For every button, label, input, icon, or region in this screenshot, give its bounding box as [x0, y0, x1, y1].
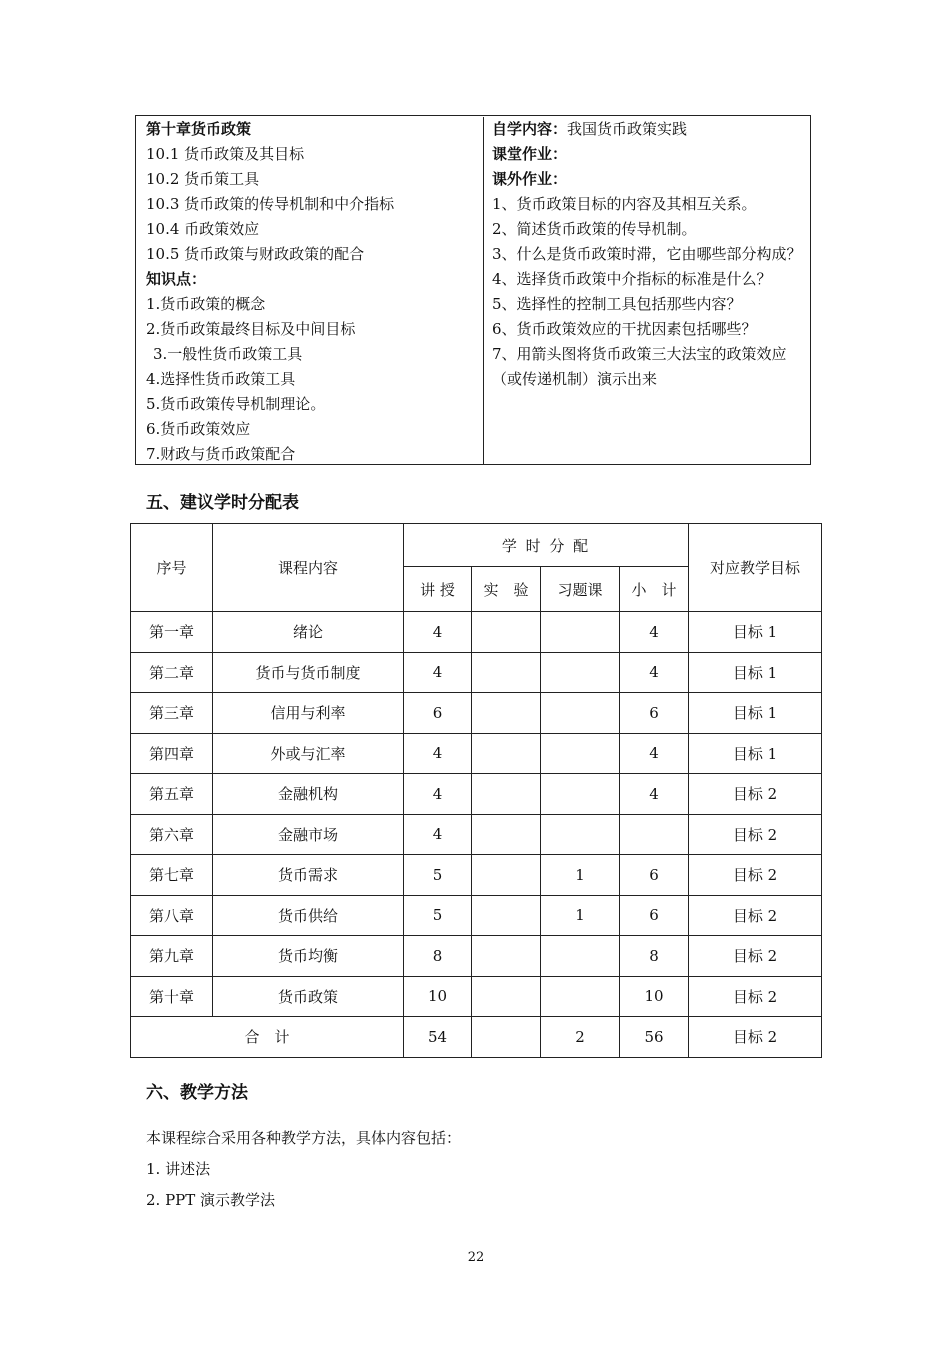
cell-seq: 第二章: [131, 652, 213, 693]
cell-lecture: 5: [404, 895, 472, 936]
cell-content: 金融市场: [213, 814, 404, 855]
cell-lecture: 4: [404, 612, 472, 653]
total-lecture: 54: [404, 1017, 472, 1058]
cell-subtotal: 6: [620, 895, 689, 936]
cell-goal: 目标 1: [689, 733, 822, 774]
cell-goal: 目标 2: [689, 895, 822, 936]
cell-subtotal: 6: [620, 693, 689, 734]
cell-lecture: 4: [404, 733, 472, 774]
cell-exercise: [541, 612, 620, 653]
cell-lab: [472, 855, 541, 896]
table-row: [131, 774, 822, 815]
table-row: [131, 814, 822, 855]
table-row: [131, 895, 822, 936]
table-header-row: [131, 524, 822, 567]
knowledge-point: 5.货币政策传导机制理论。: [146, 395, 326, 413]
homework-label: 课外作业：: [492, 170, 568, 188]
cell-exercise: [541, 774, 620, 815]
table-row: [131, 855, 822, 896]
cell-lab: [472, 774, 541, 815]
cell-exercise: [541, 936, 620, 977]
cell-content: 货币均衡: [213, 936, 404, 977]
cell-seq: 第十章: [131, 976, 213, 1017]
cell-goal: 目标 1: [689, 612, 822, 653]
cell-goal: 目标 1: [689, 693, 822, 734]
header-content: 课程内容: [213, 524, 404, 612]
method-item: 2. PPT 演示教学法: [146, 1191, 276, 1209]
cell-exercise: [541, 693, 620, 734]
cell-lecture: 4: [404, 814, 472, 855]
cell-exercise: 1: [541, 855, 620, 896]
cell-seq: 第六章: [131, 814, 213, 855]
homework-item: 2、简述货币政策的传导机制。: [492, 220, 697, 238]
cell-seq: 第八章: [131, 895, 213, 936]
knowledge-point: 7.财政与货币政策配合: [146, 445, 296, 463]
cell-seq: 第四章: [131, 733, 213, 774]
knowledge-point: 2.货币政策最终目标及中间目标: [146, 320, 356, 338]
self-study-value: 我国货币政策实践: [567, 120, 688, 138]
cell-lab: [472, 733, 541, 774]
cell-content: 绪论: [213, 612, 404, 653]
knowledge-label: 知识点：: [146, 270, 207, 288]
cell-seq: 第九章: [131, 936, 213, 977]
knowledge-point: 6.货币政策效应: [146, 420, 251, 438]
total-subtotal: 56: [620, 1017, 689, 1058]
knowledge-point: 4.选择性货币政策工具: [146, 370, 296, 388]
cell-goal: 目标 2: [689, 774, 822, 815]
hours-allocation-table: [130, 523, 822, 1058]
section-five-heading: 五、建议学时分配表: [146, 493, 299, 513]
cell-content: 货币需求: [213, 855, 404, 896]
self-study-label: 自学内容：: [492, 120, 568, 138]
cell-subtotal: 4: [620, 774, 689, 815]
cell-exercise: [541, 652, 620, 693]
self-study-line: [492, 117, 802, 142]
table-row: [131, 693, 822, 734]
cell-subtotal: 8: [620, 936, 689, 977]
cell-lab: [472, 814, 541, 855]
cell-subtotal: 10: [620, 976, 689, 1017]
cell-content: 信用与利率: [213, 693, 404, 734]
cell-lecture: 4: [404, 774, 472, 815]
cell-lab: [472, 895, 541, 936]
cell-goal: 目标 2: [689, 976, 822, 1017]
knowledge-point: 1.货币政策的概念: [146, 295, 266, 313]
homework-item: 7、用箭头图将货币政策三大法宝的政策效应（或传递机制）演示出来: [492, 345, 787, 388]
section-item: 10.4 币政策效应: [146, 220, 260, 238]
cell-seq: 第七章: [131, 855, 213, 896]
table-row: [131, 652, 822, 693]
cell-lecture: 5: [404, 855, 472, 896]
cell-lab: [472, 693, 541, 734]
method-item: 1. 讲述法: [146, 1160, 211, 1178]
cell-goal: 目标 2: [689, 814, 822, 855]
chapter-right-column: [484, 117, 810, 464]
cell-seq: 第五章: [131, 774, 213, 815]
cell-content: 外或与汇率: [213, 733, 404, 774]
cell-lab: [472, 612, 541, 653]
cell-exercise: 1: [541, 895, 620, 936]
chapter-left-column: [136, 117, 484, 464]
section-six-heading: 六、教学方法: [146, 1083, 248, 1103]
header-exercise: 习题课: [541, 567, 620, 612]
homework-item: 5、选择性的控制工具包括那些内容？: [492, 295, 742, 313]
table-row: [131, 612, 822, 653]
cell-seq: 第三章: [131, 693, 213, 734]
cell-lab: [472, 936, 541, 977]
section-item: 10.2 货币策工具: [146, 170, 260, 188]
header-subtotal: 小 计: [620, 567, 689, 612]
cell-seq: 第一章: [131, 612, 213, 653]
knowledge-point: 3.一般性货币政策工具: [153, 345, 303, 363]
cell-exercise: [541, 976, 620, 1017]
cell-content: 金融机构: [213, 774, 404, 815]
header-goal: 对应教学目标: [689, 524, 822, 612]
header-hours-group: 学 时 分 配: [404, 524, 689, 567]
table-row: [131, 976, 822, 1017]
cell-lecture: 10: [404, 976, 472, 1017]
cell-lab: [472, 976, 541, 1017]
cell-lecture: 8: [404, 936, 472, 977]
cell-subtotal: [620, 814, 689, 855]
cell-goal: 目标 2: [689, 855, 822, 896]
homework-item: 6、货币政策效应的干扰因素包括哪些？: [492, 320, 757, 338]
header-seq: 序号: [131, 524, 213, 612]
section-item: 10.5 货币政策与财政政策的配合: [146, 245, 365, 263]
total-lab: [472, 1017, 541, 1058]
chapter-title: 第十章货币政策: [146, 120, 252, 138]
homework-item: 3、什么是货币政策时滞，它由哪些部分构成？: [492, 245, 802, 263]
cell-content: 货币政策: [213, 976, 404, 1017]
cell-goal: 目标 1: [689, 652, 822, 693]
cell-lecture: 4: [404, 652, 472, 693]
total-exercise: 2: [541, 1017, 620, 1058]
header-lab: 实 验: [472, 567, 541, 612]
total-label: 合 计: [131, 1017, 404, 1058]
cell-goal: 目标 2: [689, 936, 822, 977]
chapter-ten-box: [135, 115, 811, 465]
cell-lecture: 6: [404, 693, 472, 734]
cell-subtotal: 6: [620, 855, 689, 896]
section-item: 10.1 货币政策及其目标: [146, 145, 305, 163]
cell-lab: [472, 652, 541, 693]
cell-exercise: [541, 814, 620, 855]
page-number: 22: [467, 1250, 485, 1265]
cell-content: 货币与货币制度: [213, 652, 404, 693]
table-total-row: [131, 1017, 822, 1058]
table-row: [131, 733, 822, 774]
classwork-label: 课堂作业：: [492, 145, 568, 163]
cell-subtotal: 4: [620, 733, 689, 774]
cell-exercise: [541, 733, 620, 774]
cell-subtotal: 4: [620, 612, 689, 653]
total-goal: 目标 2: [689, 1017, 822, 1058]
section-item: 10.3 货币政策的传导机制和中介指标: [146, 195, 395, 213]
header-lecture: 讲 授: [404, 567, 472, 612]
homework-item: 1、货币政策目标的内容及其相互关系。: [492, 195, 757, 213]
methods-intro: 本课程综合采用各种教学方法，具体内容包括：: [146, 1129, 462, 1147]
homework-item: 4、选择货币政策中介指标的标准是什么？: [492, 270, 772, 288]
table-row: [131, 936, 822, 977]
cell-subtotal: 4: [620, 652, 689, 693]
cell-content: 货币供给: [213, 895, 404, 936]
